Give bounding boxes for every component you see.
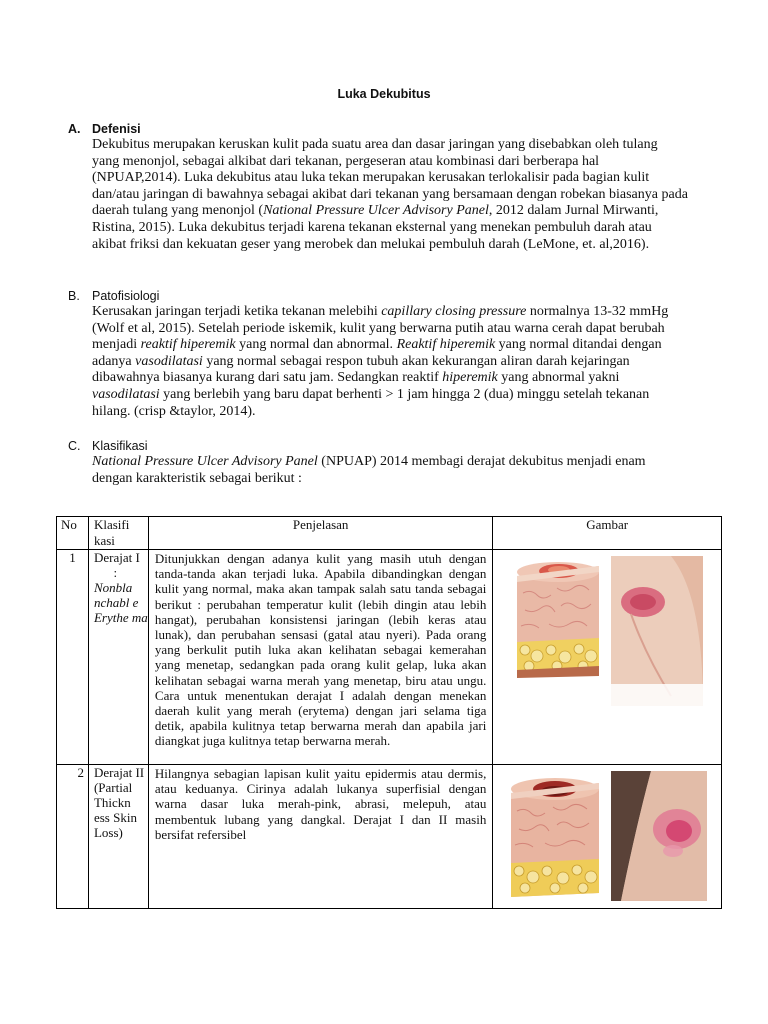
- row-penjelasan: Hilangnya sebagian lapisan kulit yaitu epidermis atau dermis, atau keduanya. Cirinya adalah lukanya superfisial dengan warna dasar luka merah-pink, abrasi, melepuh, atau membentuk lubang yang dangkal. Derajat I dan II masih bersifat refersibel: [148, 765, 492, 909]
- row-klasifikasi: Derajat I : Nonbla nchabl e Erythe ma: [88, 550, 148, 765]
- stage2-partial-thickness-photo: [611, 771, 707, 901]
- row-klasifikasi: Derajat II (Partial Thickn ess Skin Loss): [88, 765, 148, 909]
- section-defenisi: [68, 121, 688, 253]
- header-klasifikasi: Klasifi kasi: [88, 517, 148, 550]
- section-letter: C.: [68, 439, 81, 453]
- skin-layers-stage1-illustration: [513, 558, 603, 678]
- classification-table: [56, 516, 722, 909]
- section-heading: [68, 121, 688, 137]
- row-number: 1: [57, 550, 89, 765]
- row-gambar: [493, 765, 722, 909]
- row-number: 2: [57, 765, 89, 909]
- skin-layers-stage2-illustration: [507, 773, 603, 901]
- section-title: Defenisi: [92, 122, 141, 136]
- section-heading: [68, 288, 688, 304]
- row-penjelasan: Ditunjukkan dengan adanya kulit yang masih utuh dengan tanda-tanda akan terjadi luka. Apabila dibandingkan dengan kulit yang normal, maka akan tampak salah satu tanda sebagai berikut : perubahan temperatur kulit (lebih dingin atau lebih hangat), perubahan konsistensi jaringan (lebih keras atau lunak), dan perubahan sensasi (gatal atau nyeri). Pada orang yang berkulit putih luka akan kelihatan sebagai kemerahan yang menetap, sedangkan pada orang kulit gelap, luka akan kelihatan sebagai warna merah yang menetap, biru atau ungu. Cara untuk menentukan derajat I adalah dengan menekan daerah kulit yang merah (erytema) dengan jari selama tiga detik, apabila kulitnya tetap berwarna merah dan apabila jari diangkat juga kulitnya tetap berwarna merah.: [148, 550, 492, 765]
- stage1-erythema-photo: [611, 556, 703, 706]
- table-header-row: [57, 517, 722, 550]
- header-no: No: [57, 517, 89, 550]
- section-title: Klasifikasi: [92, 439, 148, 453]
- section-title: Patofisiologi: [92, 289, 160, 303]
- table-row: [57, 550, 722, 765]
- page-title: Luka Dekubitus: [337, 87, 431, 101]
- section-letter: B.: [68, 289, 80, 303]
- table-row: [57, 765, 722, 909]
- section-body: Kerusakan jaringan terjadi ketika tekanan melebihi capillary closing pressure normalnya 13-32 mmHg (Wolf et al, 2015). Setelah periode iskemik, kulit yang berwarna putih atau warna cerah dapat berubah menjadi reaktif hiperemik yang normal dan abnormal. Reaktif hiperemik yang normal ditandai dengan adanya vasodilatasi yang normal sebagai respon tubuh akan kekurangan aliran darah kejaringan dibawahnya biasanya kurang dari satu jam. Sedangkan reaktif hiperemik yang abnormal yakni vasodilatasi yang berlebih yang baru dapat berhenti > 1 jam hingga 2 (dua) minggu setelah tekanan hilang. (crisp &taylor, 2014).: [92, 304, 669, 419]
- section-body: National Pressure Ulcer Advisory Panel (NPUAP) 2014 membagi derajat dekubitus menjadi enam dengan karakteristik sebagai berikut :: [92, 454, 646, 486]
- section-body: Dekubitus merupakan keruskan kulit pada suatu area dan dasar jaringan yang disebabkan oleh tulang yang menonjol, sebagai alkibat dari tekanan, pergeseran atau kombinasi dari berberapa hal (NPUAP,2014). Luka dekubitus atau luka tekan merupakan kerusakan terlokalisir pada bagian kulit dan/atau jaringan di bawahnya sebagai akibat dari tekanan yang bersamaan dengan robekan biasanya pada daerah tulang yang menonjol (National Pressure Ulcer Advisory Panel, 2012 dalam Jurnal Mirwanti, Ristina, 2015). Luka dekubitus terjadi karena tekanan eksternal yang menekan pembuluh darah atau akibat friksi dan kekuatan geser yang merobek dan melukai pembuluh darah (LeMone, et. al,2016).: [92, 137, 688, 252]
- section-klasifikasi: [68, 438, 688, 487]
- header-penjelasan: Penjelasan: [148, 517, 492, 550]
- header-gambar: Gambar: [493, 517, 722, 550]
- section-heading: [68, 438, 688, 454]
- section-letter: A.: [68, 122, 81, 136]
- section-patofisiologi: [68, 288, 688, 420]
- row-gambar: [493, 550, 722, 765]
